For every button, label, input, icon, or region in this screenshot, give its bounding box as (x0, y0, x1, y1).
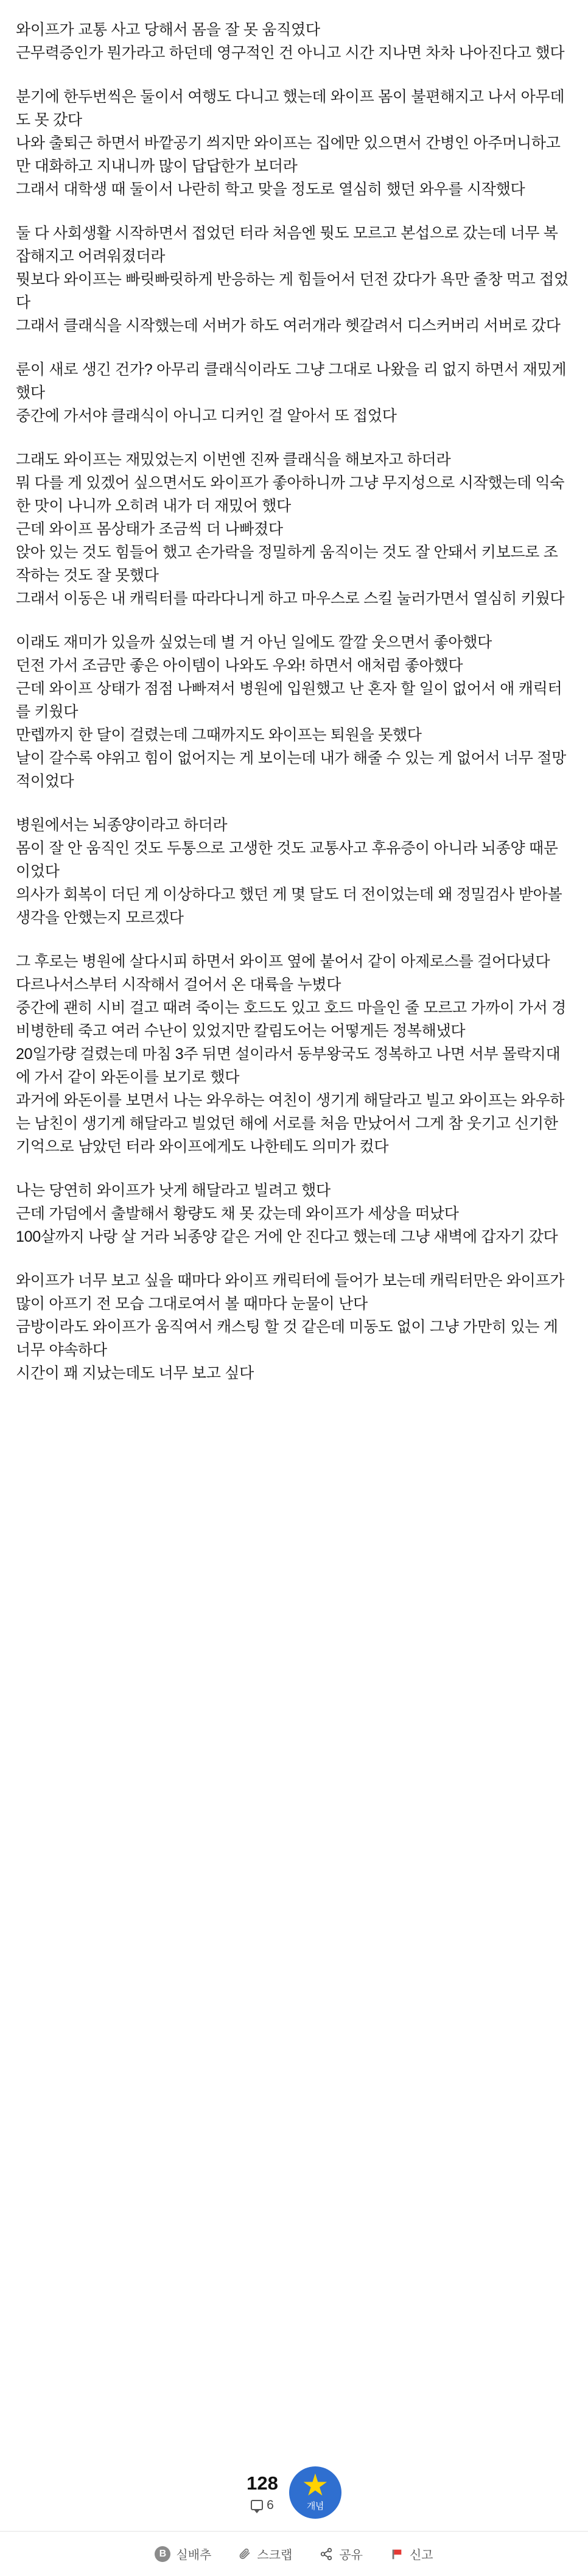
post-paragraph: 과거에 와돈이를 보면서 나는 와우하는 여친이 생기게 해달라고 빌고 와이프는 와우하는 남친이 생기게 해달라고 빌었던 해에 서로를 처음 만났어서 그게 참 웃기고 신기한 기억으로 남았던 터라 와이프에게도 나한테도 의미가 컸다 (16, 1092, 565, 1155)
post-paragraph: 그 후로는 병원에 살다시피 하면서 와이프 옆에 붙어서 같이 아제로스를 걸어다녔다 (16, 953, 550, 970)
post-paragraph: 만렙까지 한 달이 걸렸는데 그때까지도 와이프는 퇴원을 못했다 (16, 727, 422, 744)
share-button[interactable] (319, 2545, 363, 2563)
downvote-label: 실배추 (176, 2549, 212, 2562)
comment-icon (251, 2500, 263, 2510)
post-paragraph: 앉아 있는 것도 힘들어 했고 손가락을 정밀하게 움직이는 것도 잘 안돼서 키보드로 조작하는 것도 잘 못했다 (16, 544, 558, 584)
post-paragraph: 중간에 가서야 클래식이 아니고 디커인 걸 알아서 또 접었다 (16, 407, 397, 424)
post-paragraph: 나와 출퇴근 하면서 바깥공기 씌지만 와이프는 집에만 있으면서 간병인 아주머니하고만 대화하고 지내니까 많이 답답한가 보더라 (16, 135, 561, 175)
counts-block (247, 2473, 278, 2512)
post-paragraph: 뭐 다를 게 있겠어 싶으면서도 와이프가 좋아하니까 그냥 무지성으로 시작했는데 익숙한 맛이 나니까 오히려 내가 더 재밌어 했다 (16, 474, 565, 515)
post-paragraph: 근데 와이프 몸상태가 조금씩 더 나빠졌다 (16, 521, 283, 538)
report-icon (390, 2547, 404, 2561)
comment-count-row[interactable] (251, 2498, 274, 2512)
post-paragraph: 시간이 꽤 지났는데도 너무 보고 싶다 (16, 1365, 254, 1382)
share-icon (319, 2547, 334, 2561)
post-action-bar (0, 2531, 588, 2576)
post-paragraph: 이래도 재미가 있을까 싶었는데 별 거 아닌 일에도 깔깔 웃으면서 좋아했다 (16, 634, 492, 651)
badge-label: 개념 (306, 2500, 324, 2511)
post-paragraph: 둘 다 사회생활 시작하면서 접었던 터라 처음엔 뭣도 모르고 본섭으로 갔는데 너무 복잡해지고 어려워졌더라 (16, 225, 558, 265)
report-label: 신고 (409, 2549, 433, 2562)
report-button[interactable] (390, 2545, 433, 2563)
post-paragraph: 근데 와이프 상태가 점점 나빠져서 병원에 입원했고 난 혼자 할 일이 없어서 애 캐릭터를 키웠다 (16, 680, 562, 720)
post-paragraph: 날이 갈수록 야위고 힘이 없어지는 게 보이는데 내가 해줄 수 있는 게 없어서 너무 절망적이었다 (16, 750, 566, 790)
downvote-circle-icon: B (155, 2546, 170, 2562)
post-paragraph: 와이프가 너무 보고 싶을 때마다 와이프 캐릭터에 들어가 보는데 캐릭터만은 와이프가 많이 아프기 전 모습 그대로여서 볼 때마다 눈물이 난다 (16, 1272, 565, 1312)
like-count: 128 (247, 2472, 278, 2494)
post-paragraph: 그래서 클래식을 시작했는데 서버가 하도 여러개라 헷갈려서 디스커버리 서버로 갔다 (16, 317, 561, 334)
post-paragraph: 의사가 회복이 더딘 게 이상하다고 했던 게 몇 달도 더 전이었는데 왜 정밀검사 받아볼 생각을 안했는지 모르겠다 (16, 886, 562, 926)
post-paragraph: 뭣보다 와이프는 빠릿빠릿하게 반응하는 게 힘들어서 던전 갔다가 욕만 줄창 먹고 접었다 (16, 271, 569, 311)
post-paragraph: 나는 당연히 와이프가 낫게 해달라고 빌려고 했다 (16, 1182, 331, 1199)
reaction-area (0, 2432, 588, 2531)
post-paragraph: 그래서 이동은 내 캐릭터를 따라다니게 하고 마우스로 스킬 눌러가면서 열심히 키웠다 (16, 590, 565, 607)
post-paragraph: 근데 가덤에서 출발해서 황량도 채 못 갔는데 와이프가 세상을 떠났다 (16, 1205, 459, 1222)
post-paragraph: 그래서 대학생 때 둘이서 나란히 학고 맞을 정도로 열심히 했던 와우를 시작했다 (16, 181, 525, 198)
post-paragraph: 분기에 한두번씩은 둘이서 여행도 다니고 했는데 와이프 몸이 불편해지고 나서 아무데도 못 갔다 (16, 88, 565, 128)
comment-count: 6 (267, 2498, 274, 2512)
post-paragraph: 근무력증인가 뭔가라고 하던데 영구적인 건 아니고 시간 지나면 차차 나아진다고 했다 (16, 44, 565, 62)
clip-icon (238, 2547, 251, 2561)
post-paragraph: 던전 가서 조금만 좋은 아이템이 나와도 우와! 하면서 애처럼 좋아했다 (16, 657, 463, 674)
post-paragraph: 와이프가 교통 사고 당해서 몸을 잘 못 움직였다 (16, 21, 320, 38)
post-paragraph: 20일가량 걸렸는데 마침 3주 뒤면 설이라서 동부왕국도 정복하고 나면 서부 몰락지대에 가서 같이 와돈이를 보기로 했다 (16, 1046, 561, 1086)
post-paragraph: 다르나서스부터 시작해서 걸어서 온 대륙을 누볐다 (16, 976, 341, 993)
star-icon (303, 2474, 327, 2498)
post-paragraph: 병원에서는 뇌종양이라고 하더라 (16, 817, 228, 834)
scrap-label: 스크랩 (257, 2549, 293, 2562)
share-label: 공유 (339, 2549, 363, 2562)
post-paragraph: 룬이 새로 생긴 건가? 아무리 클래식이라도 그냥 그대로 나왔을 리 없지 하면서 재밌게 했다 (16, 361, 567, 401)
post-paragraph: 그래도 와이프는 재밌었는지 이번엔 진짜 클래식을 해보자고 하더라 (16, 451, 451, 468)
downvote-button[interactable] (155, 2545, 211, 2563)
scrap-button[interactable] (238, 2545, 292, 2563)
reaction-row (247, 2466, 341, 2519)
post-paragraph: 중간에 괜히 시비 걸고 때려 죽이는 호드도 있고 호드 마을인 줄 모르고 가까이 가서 경비병한테 죽고 여러 수난이 있었지만 칼림도어는 어떻게든 정복해냈다 (16, 999, 566, 1040)
post-paragraph: 금방이라도 와이프가 움직여서 캐스팅 할 것 같은데 미동도 없이 그냥 가만히 있는 게 너무 야속하다 (16, 1318, 558, 1359)
post-paragraph: 100살까지 나랑 살 거라 뇌종양 같은 거에 안 진다고 했는데 그냥 새벽에 갑자기 갔다 (16, 1228, 558, 1245)
post-paragraph: 몸이 잘 안 움직인 것도 두통으로 고생한 것도 교통사고 후유증이 아니라 뇌종양 때문이었다 (16, 840, 558, 880)
concept-badge[interactable] (289, 2466, 341, 2519)
